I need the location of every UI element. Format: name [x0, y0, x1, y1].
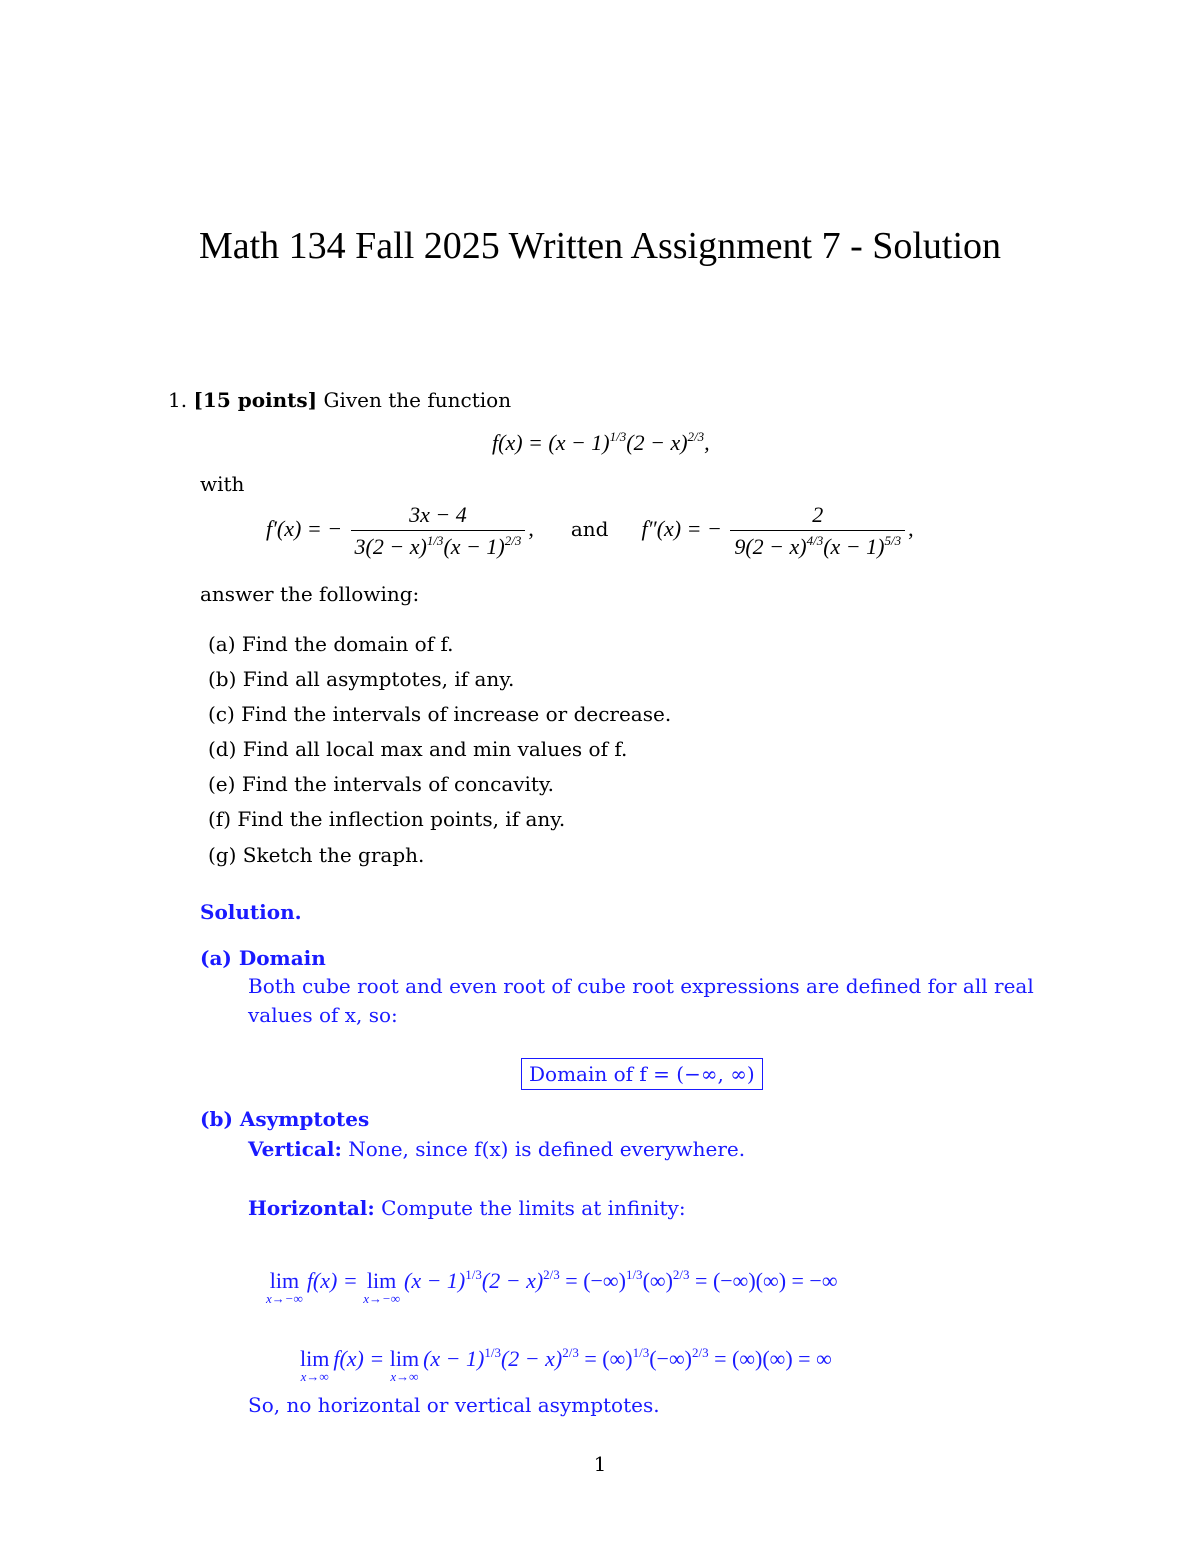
problem-number: 1.: [168, 388, 188, 412]
part-d: (d) Find all local max and min values of f.: [208, 737, 628, 761]
limit-positive-infinity: lim x→∞ f(x) = lim x→∞ $(x - 1)^{1/3}(2 - x)^{2/3} = (\infty)^{1/3}(-\infty)^{2/3}$ = (∞)(∞) = ∞: [300, 1345, 832, 1384]
and-label: and: [570, 517, 609, 542]
solution-heading: Solution.: [200, 900, 302, 924]
vertical-label: Vertical:: [248, 1137, 342, 1161]
function-definition: $f(x) = (x - 1)^{1/3}(2 - x)^{2/3}$,: [492, 429, 710, 455]
limit-negative-infinity: lim x→−∞ f(x) = lim x→−∞ $(x - 1)^{1/3}(2 - x)^{2/3} = (-\infty)^{1/3}(\infty)^{2/3}$ = (−∞)(∞) = −∞: [266, 1267, 838, 1306]
asymptotes-heading: (b) Asymptotes: [200, 1107, 370, 1131]
problem-intro: Given the function: [323, 388, 512, 412]
answer-label: answer the following:: [200, 582, 420, 606]
horizontal-text: Compute the limits at infinity:: [381, 1196, 686, 1220]
domain-text-line1: Both cube root and even root of cube root expressions are defined for all real: [248, 974, 1034, 998]
horizontal-asymptote-line: [248, 1196, 686, 1220]
part-b: (b) Find all asymptotes, if any.: [208, 667, 515, 691]
document-title: Math 134 Fall 2025 Written Assignment 7 - Solution: [198, 225, 1002, 267]
domain-answer-box: Domain of f = (−∞, ∞): [521, 1058, 763, 1090]
domain-text-line2: values of x, so:: [248, 1003, 398, 1027]
domain-heading: (a) Domain: [200, 946, 326, 970]
part-f: (f) Find the inflection points, if any.: [208, 807, 566, 831]
derivatives-equation: f′(x) = − $\frac{3x - 4}{3(2 - x)^{1/3}(x - 1)^{2/3}}$ , and f″(x) = − $\frac{2}{9(2 - x)^{4/3}(x - 1)^{5/3}}$ ,: [266, 502, 914, 559]
second-derivative-lhs: f″(x) = −: [641, 516, 722, 542]
problem-statement: [168, 388, 511, 412]
asymptote-conclusion: So, no horizontal or vertical asymptotes.: [248, 1393, 660, 1417]
first-derivative-lhs: f′(x) = −: [266, 516, 343, 542]
part-a: (a) Find the domain of f.: [208, 632, 454, 656]
part-e: (e) Find the intervals of concavity.: [208, 772, 554, 796]
part-g: (g) Sketch the graph.: [208, 843, 425, 867]
with-label: with: [200, 472, 245, 496]
part-c: (c) Find the intervals of increase or decrease.: [208, 702, 672, 726]
page-number: 1: [593, 1452, 607, 1476]
horizontal-label: Horizontal:: [248, 1196, 375, 1220]
first-derivative-fraction: $\frac{3x - 4}{3(2 - x)^{1/3}(x - 1)^{2/3}}$: [351, 502, 526, 560]
vertical-asymptote-line: [248, 1137, 745, 1161]
second-derivative-fraction: $\frac{2}{9(2 - x)^{4/3}(x - 1)^{5/3}}$: [730, 502, 905, 560]
vertical-text: None, since f(x) is defined everywhere.: [348, 1137, 746, 1161]
problem-points: [15 points]: [193, 388, 318, 412]
